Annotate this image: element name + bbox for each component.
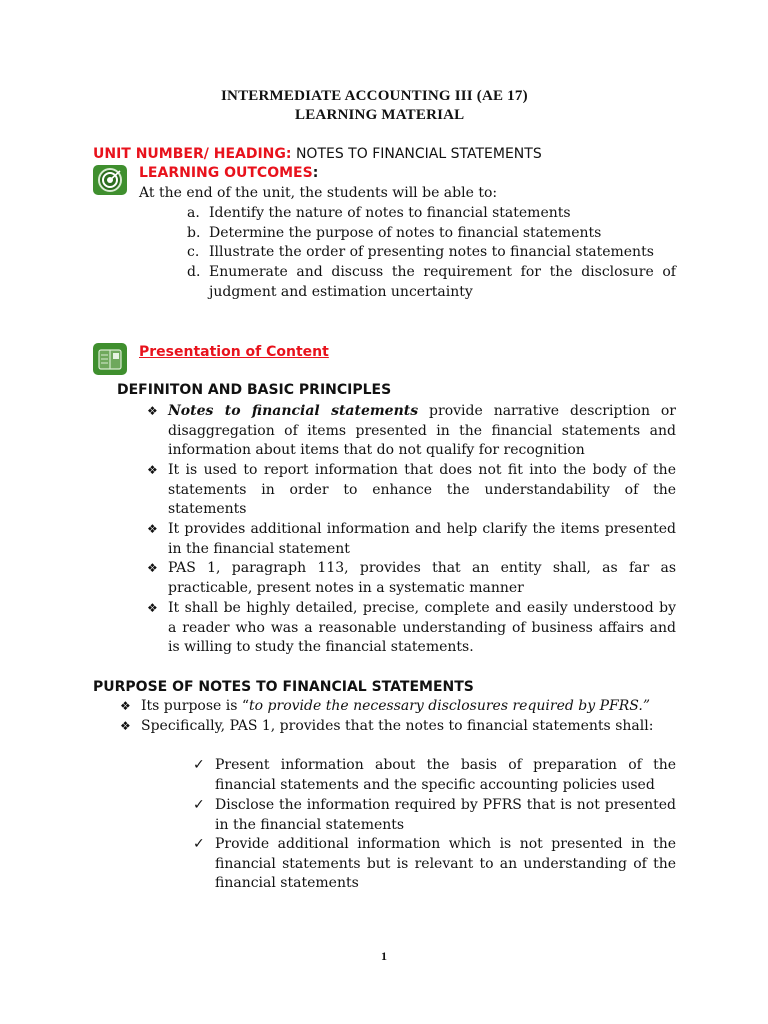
- checkmark-icon: ✓: [193, 797, 205, 813]
- definition-bullet-2: It is used to report information that does not fit into the body of the statements in order to enhance the understandability of the statements: [168, 462, 676, 518]
- unit-label: UNIT NUMBER/ HEADING:: [93, 146, 292, 162]
- outcome-marker-c: c.: [187, 244, 200, 260]
- purpose-quote: to provide the necessary disclosures required by PFRS.”: [249, 698, 650, 714]
- diamond-bullet-icon: ❖: [120, 719, 131, 733]
- definition-bullet-4: PAS 1, paragraph 113, provides that an entity shall, as far as practicable, present notes in a systematic manner: [168, 560, 676, 596]
- diamond-bullet-icon: ❖: [147, 463, 158, 477]
- outcome-item-c: Illustrate the order of presenting notes to financial statements: [209, 244, 654, 260]
- outcomes-heading-line: [139, 165, 318, 181]
- presentation-heading: Presentation of Content: [139, 344, 329, 360]
- course-title: INTERMEDIATE ACCOUNTING III (AE 17): [221, 88, 528, 104]
- unit-heading: NOTES TO FINANCIAL STATEMENTS: [291, 146, 542, 162]
- outcomes-intro: At the end of the unit, the students will be able to:: [139, 185, 498, 201]
- definition-bullet-1: [168, 402, 676, 461]
- unit-heading-line: [93, 146, 542, 162]
- material-title: LEARNING MATERIAL: [295, 107, 465, 123]
- definition-bullet-1-text: provide narrative description or disaggregation of items presented in the financial statements and information about items that do not qualify for recognition: [168, 403, 677, 459]
- outcome-marker-d: d.: [187, 264, 201, 280]
- definition-bullet-5: It shall be highly detailed, precise, complete and easily understood by a reader who was a reasonable understanding of business affairs and is willing to study the financial statements.: [168, 600, 676, 656]
- page-number: 1: [381, 949, 387, 963]
- checkmark-icon: ✓: [193, 757, 205, 773]
- checkmark-icon: ✓: [193, 836, 205, 852]
- diamond-bullet-icon: ❖: [147, 404, 158, 418]
- outcome-marker-b: b.: [187, 225, 201, 241]
- diamond-bullet-icon: ❖: [147, 522, 158, 536]
- diamond-bullet-icon: ❖: [147, 561, 158, 575]
- purpose-bullet-2: Specifically, PAS 1, provides that the notes to financial statements shall:: [141, 718, 654, 734]
- outcome-marker-a: a.: [187, 205, 200, 221]
- outcome-item-b: Determine the purpose of notes to financial statements: [209, 225, 602, 241]
- diamond-bullet-icon: ❖: [120, 699, 131, 713]
- definition-bullet-3: It provides additional information and help clarify the items presented in the financial statement: [168, 521, 676, 557]
- definition-heading: DEFINITON AND BASIC PRINCIPLES: [117, 382, 392, 398]
- purpose-bullet-1-pre: Its purpose is “: [141, 698, 250, 714]
- purpose-heading: PURPOSE OF NOTES TO FINANCIAL STATEMENTS: [93, 679, 474, 695]
- outcome-item-a: Identify the nature of notes to financial statements: [209, 205, 571, 221]
- book-icon: [93, 343, 127, 375]
- outcomes-colon: :: [312, 165, 319, 181]
- outcomes-label: LEARNING OUTCOMES: [139, 165, 313, 181]
- purpose-check-3: Provide additional information which is not presented in the financial statements but is relevant to an understanding of the financial statements: [215, 836, 676, 892]
- target-icon: [93, 165, 127, 195]
- definition-bullet-1-lead: Notes to financial statements: [168, 403, 419, 419]
- purpose-check-2: Disclose the information required by PFRS that is not presented in the financial statements: [215, 797, 676, 833]
- diamond-bullet-icon: ❖: [147, 601, 158, 615]
- outcome-item-d: Enumerate and discuss the requirement for the disclosure of judgment and estimation uncertainty: [209, 264, 676, 300]
- purpose-check-1: Present information about the basis of preparation of the financial statements and the specific accounting policies used: [215, 757, 676, 793]
- purpose-bullet-1: [141, 697, 650, 717]
